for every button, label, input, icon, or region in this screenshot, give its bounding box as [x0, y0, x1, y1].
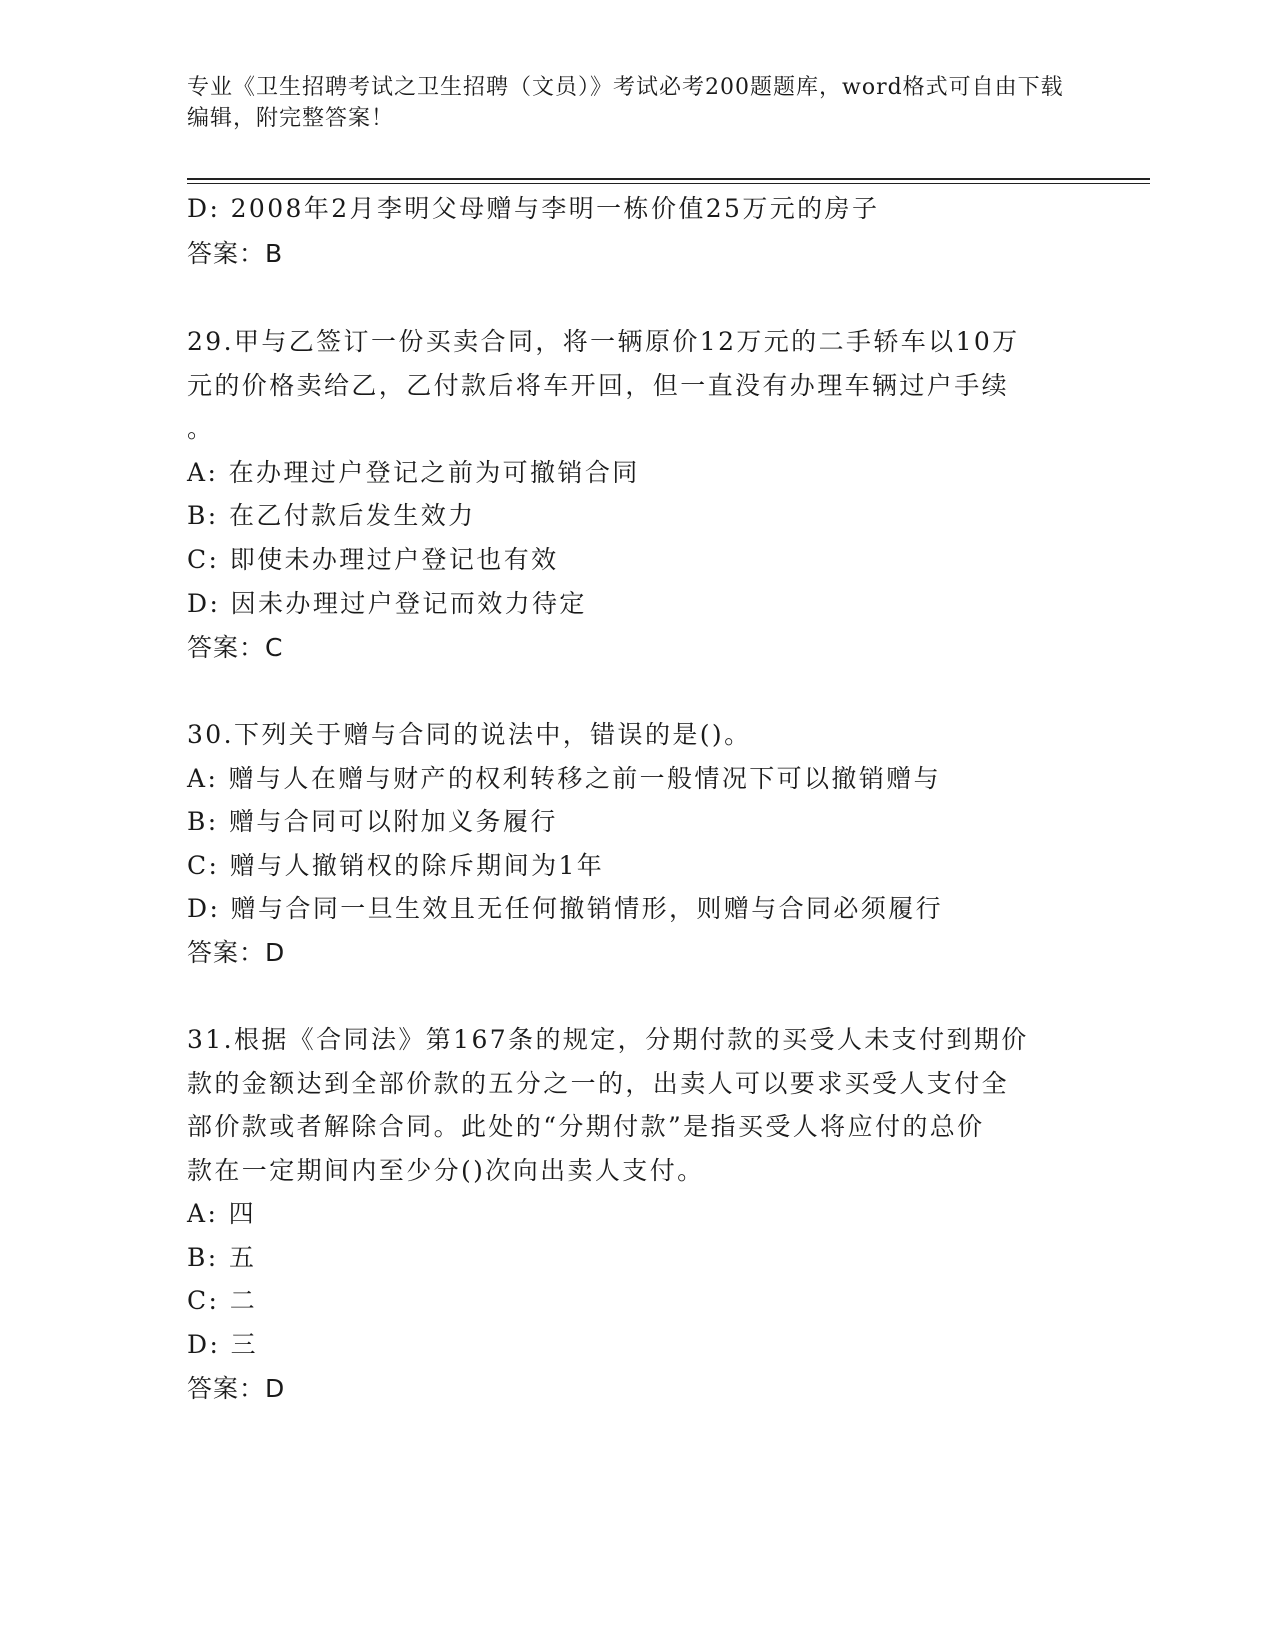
q29-option-a: A: 在办理过户登记之前为可撤销合同 [187, 458, 640, 487]
q31-option-b: B: 五 [187, 1243, 257, 1272]
prev-option-d: D: 2008年2月李明父母赠与李明一栋价值25万元的房子 [187, 194, 880, 223]
q29-option-b: B: 在乙付款后发生效力 [187, 501, 476, 530]
q30-option-b: B: 赠与合同可以附加义务履行 [187, 807, 558, 836]
q29-stem-line-1: 29.甲与乙签订一份买卖合同，将一辆原价12万元的二手轿车以10万 [187, 327, 1020, 356]
q31-answer: 答案：D [187, 1374, 286, 1403]
q29-stem-line-3: 。 [187, 414, 215, 443]
q30-option-d: D: 赠与合同一旦生效且无任何撤销情形，则赠与合同必须履行 [187, 894, 944, 923]
q30-stem-line-1: 30.下列关于赠与合同的说法中，错误的是()。 [187, 720, 752, 749]
q30-option-c: C: 赠与人撤销权的除斥期间为1年 [187, 851, 605, 880]
header-rule-thick [187, 178, 1150, 180]
q31-stem-line-4: 款在一定期间内至少分()次向出卖人支付。 [187, 1156, 705, 1185]
header-rule-thin [187, 183, 1150, 184]
q31-stem-line-2: 款的金额达到全部价款的五分之一的，出卖人可以要求买受人支付全 [187, 1069, 1010, 1098]
q29-stem-line-2: 元的价格卖给乙，乙付款后将车开回，但一直没有办理车辆过户手续 [187, 371, 1010, 400]
q31-option-c: C: 二 [187, 1286, 258, 1315]
document-header: 专业《卫生招聘考试之卫生招聘（文员）》考试必考200题题库，word格式可自由下载编辑，附完整答案！ [187, 75, 1064, 131]
q29-option-d: D: 因未办理过户登记而效力待定 [187, 589, 587, 618]
q30-answer: 答案：D [187, 938, 286, 967]
q29-answer: 答案：C [187, 633, 284, 662]
q29-option-c: C: 即使未办理过户登记也有效 [187, 545, 559, 574]
q31-stem-line-3: 部价款或者解除合同。此处的“分期付款”是指买受人将应付的总价 [187, 1112, 985, 1141]
prev-answer: 答案：B [187, 239, 284, 268]
q31-option-a: A: 四 [187, 1199, 257, 1228]
q31-stem-line-1: 31.根据《合同法》第167条的规定，分期付款的买受人未支付到期价 [187, 1025, 1029, 1054]
q30-option-a: A: 赠与人在赠与财产的权利转移之前一般情况下可以撤销赠与 [187, 764, 942, 793]
q31-option-d: D: 三 [187, 1330, 259, 1359]
